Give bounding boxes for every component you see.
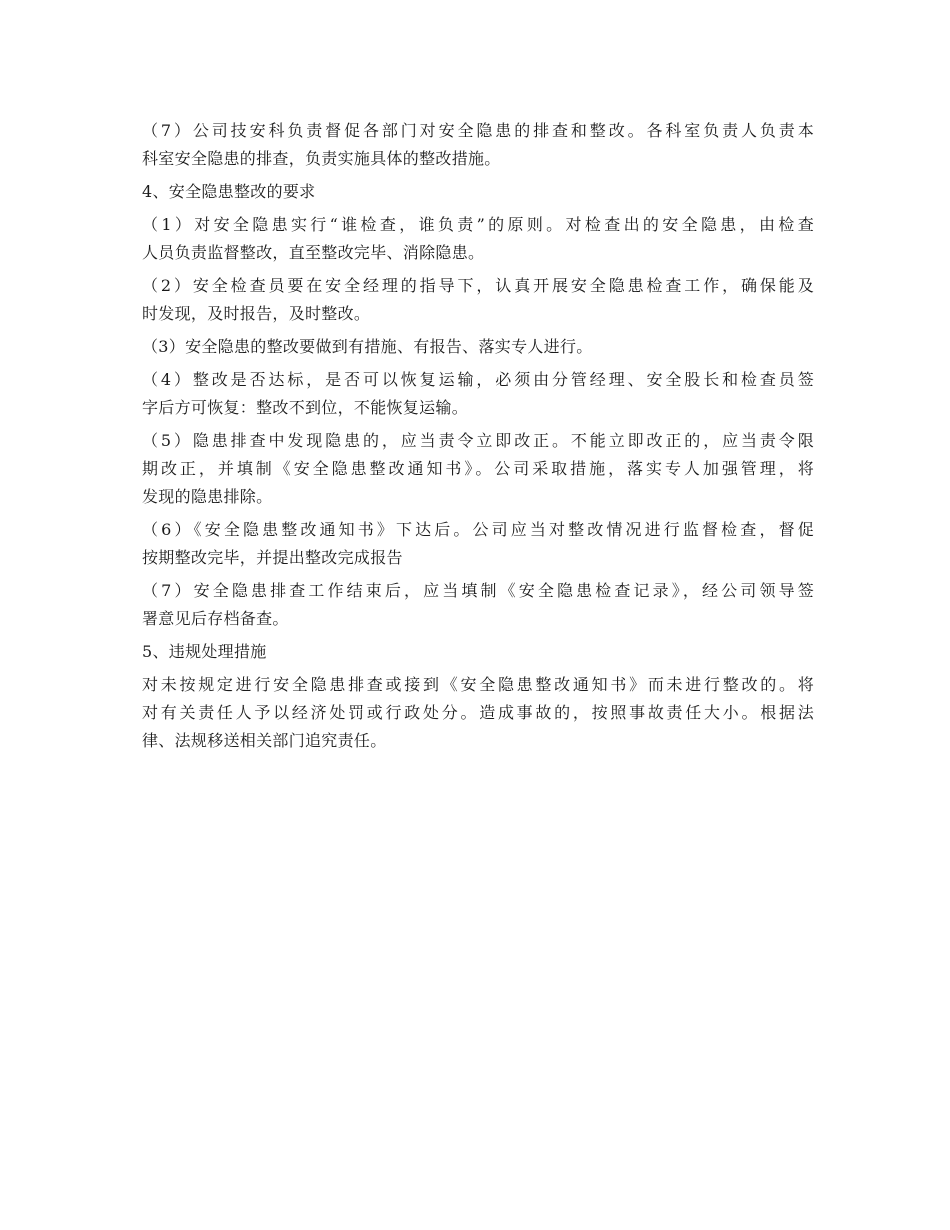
text-line: 5、违规处理措施: [142, 642, 267, 661]
text-line: 发现的隐患排除。: [142, 487, 273, 506]
text-line: 期改正，并填制《安全隐患整改通知书》。公司采取措施，落实专人加强管理，将: [142, 459, 814, 478]
text-line: （3）安全隐患的整改要做到有措施、有报告、落实专人进行。: [142, 337, 593, 356]
text-line: 时发现，及时报告，及时整改。: [142, 304, 371, 323]
paragraph-item-1: [142, 211, 814, 267]
text-line: 署意见后存档备查。: [142, 609, 289, 628]
text-line: 对有关责任人予以经济处罚或行政处分。造成事故的，按照事故责任大小。根据法: [142, 703, 814, 722]
text-line: 字后方可恢复：整改不到位，不能恢复运输。: [142, 398, 469, 417]
text-line: （7）安全隐患排查工作结束后，应当填制《安全隐患检查记录》，经公司领导签: [142, 581, 814, 600]
document-body: [142, 117, 814, 755]
text-line: （4）整改是否达标，是否可以恢复运输，必须由分管经理、安全股长和检查员签: [142, 370, 814, 389]
text-line: （7）公司技安科负责督促各部门对安全隐患的排查和整改。各科室负责人负责本: [142, 121, 814, 140]
text-line: （2）安全检查员要在安全经理的指导下，认真开展安全隐患检查工作，确保能及: [142, 276, 814, 295]
section-heading-4: [142, 178, 814, 206]
text-line: 按期整改完毕，并提出整改完成报告: [142, 548, 403, 567]
text-line: 科室安全隐患的排查，负责实施具体的整改措施。: [142, 149, 501, 168]
paragraph-item-3: [142, 333, 814, 361]
paragraph-item-5: [142, 427, 814, 511]
paragraph-item-6: [142, 516, 814, 572]
section-heading-5: [142, 638, 814, 666]
paragraph-item-2: [142, 272, 814, 328]
text-line: （5）隐患排查中发现隐患的，应当责令立即改正。不能立即改正的，应当责令限: [142, 431, 814, 450]
paragraph-item-4: [142, 366, 814, 422]
text-line: 4、安全隐患整改的要求: [142, 182, 316, 201]
paragraph-item-7-duty: [142, 117, 814, 173]
text-line: （1）对安全隐患实行“谁检查，谁负责”的原则。对检查出的安全隐患，由检查: [142, 215, 814, 234]
text-line: 对未按规定进行安全隐患排查或接到《安全隐患整改通知书》而未进行整改的。将: [142, 675, 814, 694]
paragraph-penalty: [142, 671, 814, 755]
text-line: （6）《安全隐患整改通知书》下达后。公司应当对整改情况进行监督检查，督促: [142, 520, 814, 539]
text-line: 人员负责监督整改，直至整改完毕、消除隐患。: [142, 243, 485, 262]
text-line: 律、法规移送相关部门追究责任。: [142, 731, 387, 750]
paragraph-item-7-record: [142, 577, 814, 633]
